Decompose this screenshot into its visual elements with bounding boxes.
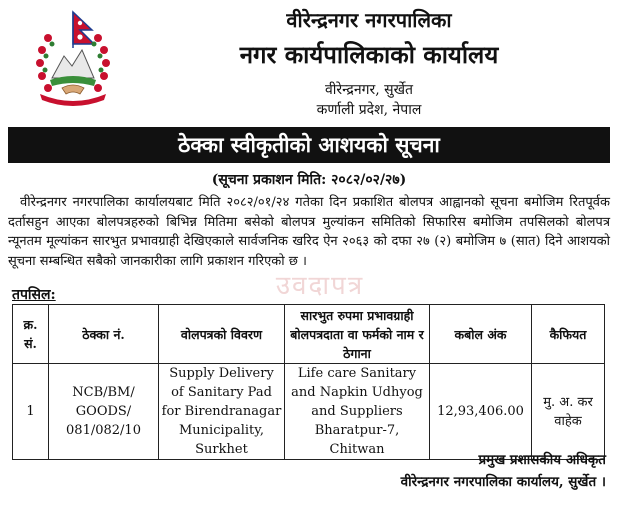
- table-row: [13, 364, 605, 460]
- notice-body: वीरेन्द्रनगर नगरपालिका कार्यालयबाट मिति २०८२/०१/२४ गतेका दिन प्रकाशित बोलपत्र आह्वानको सूचना बमोजिम रितपूर्वक दर्तासहुन आएका बोलपत्रहरुको बिभिन्न मितिमा बसेको बोलपत्र मुल्यांकन समितिको सिफारिस बमोजिम तपसिलको बोलपत्र न्यूनतम मूल्यांकन सारभुत प्रभावग्राही देखिएकाले सार्वजनिक खरिद ऐन २०६३ को दफा २७ (२) बमोजिम ७ (सात) दिने आशयको सूचना सम्बन्धित सबैको जानकारीका लागि प्रकाशन गरिएको छ ।: [8, 195, 610, 269]
- header-bidder: सारभुत रुपमा प्रभावग्राही बोलपत्रदाता वा फर्मको नाम र ठेगाना: [285, 305, 430, 364]
- cell-contract-no: NCB/BM/ GOODS/ 081/082/10: [49, 364, 159, 460]
- office-name: नगर कार्यपालिकाको कार्यालय: [239, 40, 499, 69]
- header-sn: क्र. सं.: [13, 305, 49, 364]
- header-contract-no: ठेक्का नं.: [49, 305, 159, 364]
- details-label: तपसिल:: [12, 287, 56, 303]
- watermark: उवदापत्र: [275, 271, 365, 301]
- address-province: कर्णाली प्रदेश, नेपाल: [316, 102, 422, 118]
- address-city: वीरेन्द्रनगर, सुर्खेत: [324, 82, 414, 98]
- publication-date: (सूचना प्रकाशन मिति: २०८२/०२/२७): [211, 172, 407, 188]
- cell-description: Supply Delivery of Sanitary Pad for Birendranagar Municipality, Surkhet: [159, 364, 285, 460]
- table-header-row: [13, 305, 605, 364]
- header-remarks: कैफियत: [532, 305, 605, 364]
- signatory-title: प्रमुख प्रशासकीय अधिकृत: [478, 452, 606, 468]
- cell-remarks: मु. अ. कर वाहेक: [532, 364, 605, 460]
- nepal-emblem-icon: [30, 8, 116, 108]
- municipality-name: वीरेन्द्रनगर नगरपालिका: [286, 8, 452, 32]
- header-description: वोलपत्रको विवरण: [159, 305, 285, 364]
- cell-sn: 1: [13, 364, 49, 460]
- notice-title: ठेक्का स्वीकृतीको आशयको सूचना: [8, 127, 610, 163]
- cell-bidder: Life care Sanitary and Napkin Udhyog and Suppliers Bharatpur-7, Chitwan: [285, 364, 430, 460]
- header-amount: कबोल अंक: [430, 305, 532, 364]
- award-table: [12, 304, 605, 460]
- cell-amount: 12,93,406.00: [430, 364, 532, 460]
- signatory-office: वीरेन्द्रनगर नगरपालिका कार्यालय, सुर्खेत ।: [400, 474, 606, 490]
